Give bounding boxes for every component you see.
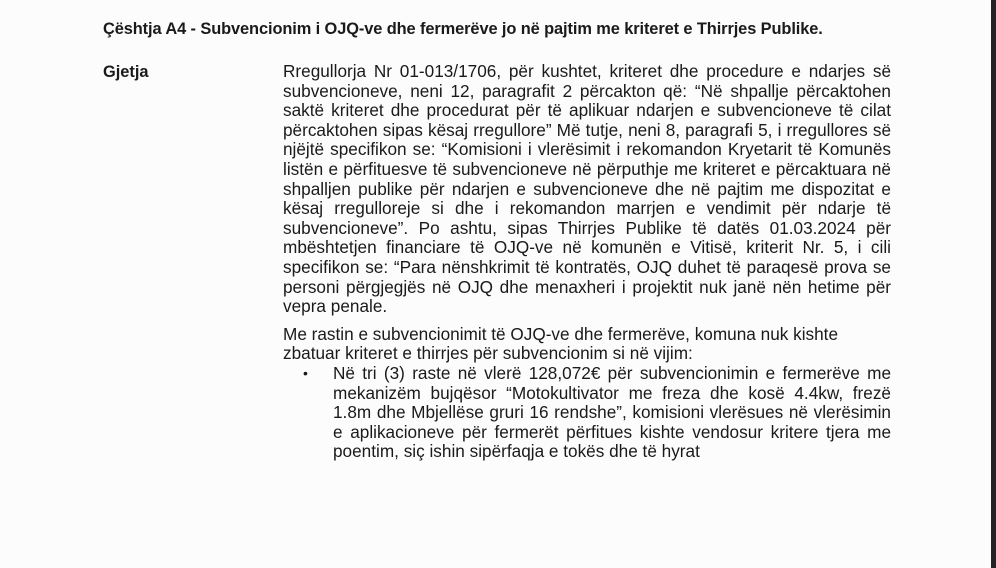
findings-list (283, 364, 891, 462)
findings-list-item (283, 364, 891, 462)
window-edge (991, 0, 996, 568)
findings-list-item-text: Në tri (3) raste në vlerë 128,072€ për subvencionimin e fermerëve me mekanizëm bujqësor “Motokultivator me freza dhe kosë 4.4kw, frezë 1.8m dhe Mbjellëse gruri 16 rendshe”, komisioni vlerësues në vlerësimin e aplikacioneve për fermerët përfitues kishte vendosur kritere tjera me poentim, siç ishin sipërfaqja e tokës dhe të hyrat (333, 362, 891, 462)
regulation-paragraph: Rregullorja Nr 01-013/1706, për kushtet, kriteret dhe procedure e ndarjes së subvencioneve, neni 12, paragrafit 2 përcakton që: “Në shpallje përcaktohen saktë kriteret dhe procedurat për të aplikuar ndarjen e subvencioneve të cilat përcaktohen sipas kësaj rregullore” Më tutje, neni 8, paragrafi 5, i rregullores së njëjtë specifikon se: “Komisioni i vlerësimit i rekomandon Kryetarit të Komunës listën e përfituesve të subvencioneve në përputhje me kriteret e përcaktuara në shpalljen publike për ndarjen e subvencioneve dhe në pajtim me dispozitat e kësaj rregulloreje si dhe i rekomandon marrjen e vendimit për ndarje të subvencioneve”. Po ashtu, sipas Thirrjes Publike të datës 01.03.2024 për mbështetjen financiare të OJQ-ve në komunën e Vitisë, kriterit Nr. 5, i cili specifikon se: “Para nënshkrimit të kontratës, OJQ duhet të paraqesë prova se personi përgjegjës në OJQ dhe menaxheri i projektit nuk janë nën hetime për vepra penale. (283, 61, 891, 317)
bullet-icon: • (303, 364, 308, 381)
finding-body (283, 62, 891, 462)
finding-label: Gjetja (103, 63, 149, 81)
issue-heading: Çështja A4 - Subvencionim i OJQ-ve dhe fermerëve jo në pajtim me kriteret e Thirrjes Publike. (103, 20, 823, 38)
findings-intro-paragraph: Me rastin e subvencionimit të OJQ-ve dhe fermerëve, komuna nuk kishte zbatuar kriteret e thirrjes për subvencionim si në vijim: (283, 323, 839, 364)
